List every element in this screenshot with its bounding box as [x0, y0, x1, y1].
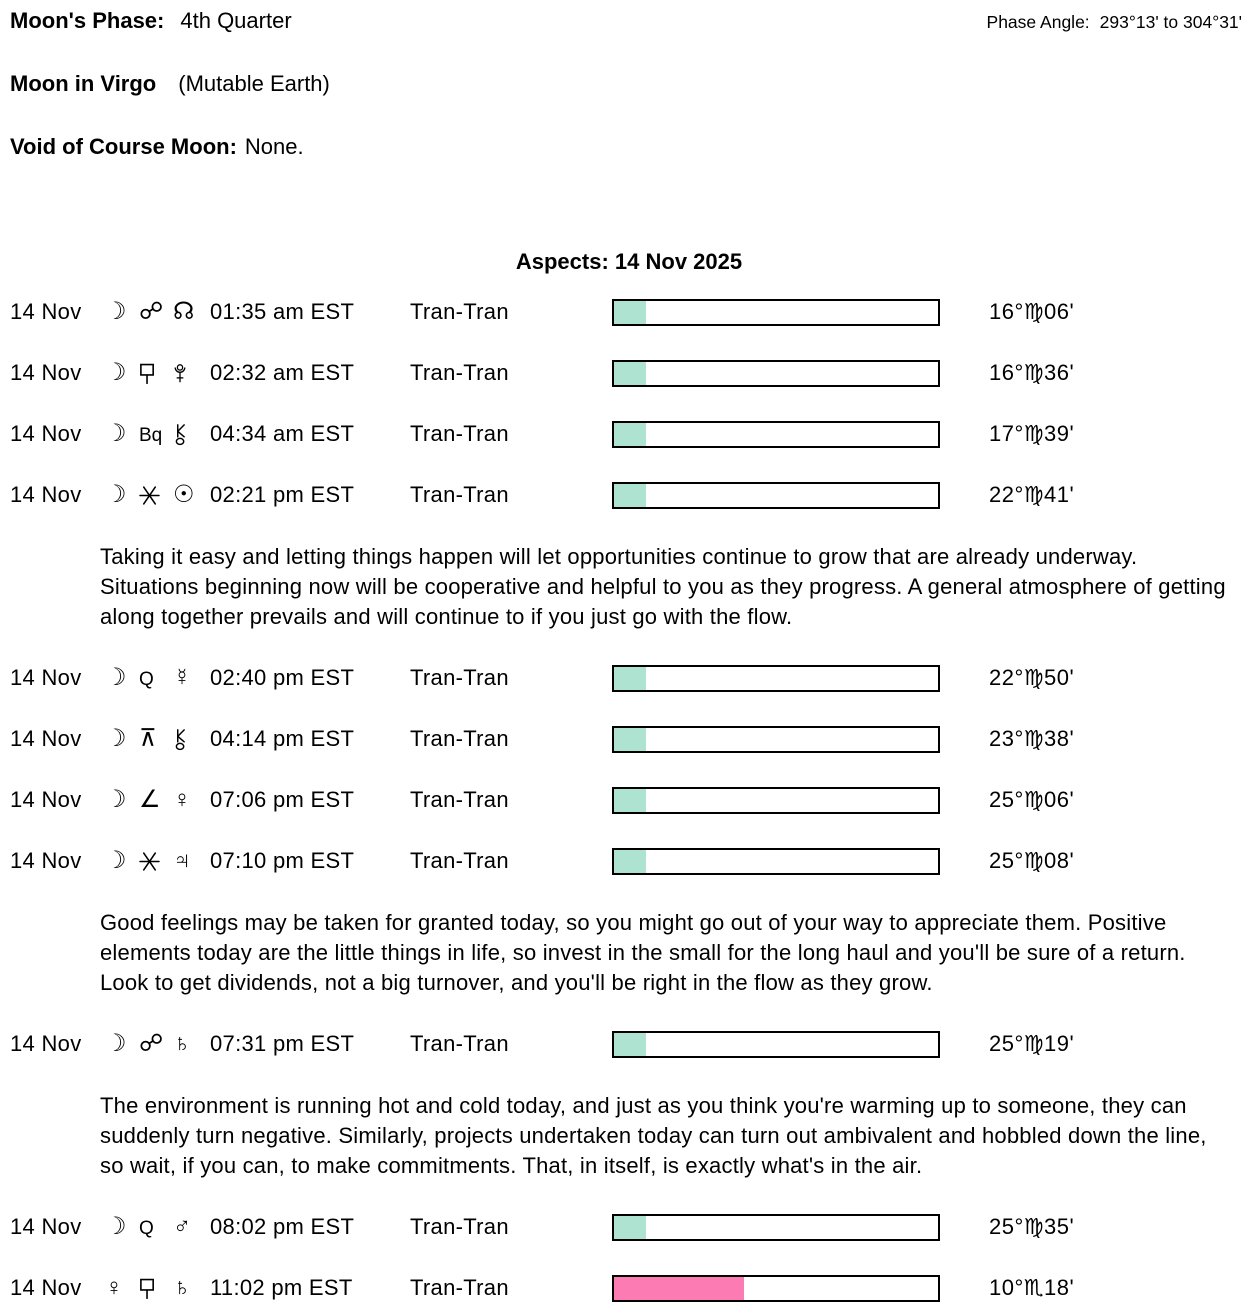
- quintile-icon: Q: [139, 669, 154, 690]
- orb-progress-bar: [612, 1214, 940, 1241]
- aspect-symbols: [105, 360, 210, 386]
- aspect-row: [10, 359, 1258, 387]
- aspect-position: 25°♍35': [989, 1214, 1075, 1239]
- aspect-row: [10, 481, 1258, 509]
- aspect-date: 14 Nov: [10, 1275, 82, 1300]
- orb-progress-fill: [614, 1216, 646, 1239]
- aspect-row: [10, 1274, 1258, 1302]
- orb-progress-fill: [614, 1033, 646, 1056]
- moons-phase: [10, 8, 292, 34]
- aspect-type: Tran-Tran: [410, 1031, 509, 1056]
- sesquiquadrate-icon: [139, 1274, 156, 1301]
- moon-icon: ☽: [105, 298, 127, 325]
- aspect-row: [10, 298, 1258, 326]
- quincunx-icon: ⊼: [139, 725, 157, 752]
- aspect-symbols: [105, 665, 210, 691]
- moon-sign-label: Moon in Virgo: [10, 71, 157, 96]
- void-of-course-label: Void of Course Moon:: [10, 134, 237, 159]
- aspect-date: 14 Nov: [10, 1031, 82, 1056]
- saturn-icon: ♄: [173, 1274, 192, 1301]
- aspect-time: 07:10 pm EST: [210, 848, 355, 873]
- saturn-icon: ♄: [173, 1030, 192, 1057]
- sextile-icon: [139, 847, 160, 874]
- aspect-symbols: [105, 1214, 210, 1240]
- void-of-course-value: None.: [244, 134, 304, 159]
- moon-sign-line: [10, 71, 1258, 97]
- north-node-icon: ☊: [173, 298, 195, 325]
- orb-progress-fill: [614, 850, 646, 873]
- chiron-icon: [173, 420, 188, 447]
- moon-icon: ☽: [105, 1213, 127, 1240]
- aspect-row: [10, 1213, 1258, 1241]
- moons-phase-line: [10, 8, 1258, 34]
- aspect-interpretation: Taking it easy and letting things happen will let opportunities continue to grow that are already underway. Situations beginning now will be cooperative and helpful to you as they progress. A general atmosphere of getting along together prevails and will continue to if you just go with the flow.: [100, 544, 1226, 629]
- moons-phase-label: Moon's Phase:: [10, 8, 165, 33]
- moon-icon: ☽: [105, 481, 127, 508]
- pluto-icon: [173, 359, 187, 386]
- orb-progress-bar: [612, 360, 940, 387]
- aspect-type: Tran-Tran: [410, 848, 509, 873]
- aspect-symbols: [105, 848, 210, 874]
- aspect-type: Tran-Tran: [410, 726, 509, 751]
- moon-icon: ☽: [105, 847, 127, 874]
- aspect-symbols: [105, 421, 210, 447]
- orb-progress-fill: [614, 362, 646, 385]
- aspect-type: Tran-Tran: [410, 1214, 509, 1239]
- sextile-icon: [139, 481, 160, 508]
- orb-progress-bar: [612, 421, 940, 448]
- aspect-interpretation: Good feelings may be taken for granted today, so you might go out of your way to appreciate them. Positive elements today are the little things in life, so invest in the small for the long haul and you'll be sure of a return. Look to get dividends, not a big turnover, and you'll be right in the flow as they grow.: [100, 910, 1186, 995]
- moon-icon: ☽: [105, 1030, 127, 1057]
- aspect-time: 01:35 am EST: [210, 299, 355, 324]
- aspects-title: Aspects: 14 Nov 2025: [515, 249, 743, 274]
- opposition-icon: ☍: [139, 1030, 164, 1057]
- aspect-row: [10, 725, 1258, 753]
- aspect-position: 10°♏18': [989, 1275, 1075, 1300]
- moon-icon: ☽: [105, 664, 127, 691]
- phase-angle: [987, 12, 1242, 33]
- opposition-icon: ☍: [139, 298, 164, 325]
- orb-progress-fill: [614, 667, 646, 690]
- aspect-position: 22°♍41': [989, 482, 1075, 507]
- moon-icon: ☽: [105, 725, 127, 752]
- orb-progress-bar: [612, 1275, 940, 1302]
- mercury-icon: ☿: [173, 664, 192, 691]
- aspect-position: 25°♍06': [989, 787, 1075, 812]
- aspect-time: 02:40 pm EST: [210, 665, 355, 690]
- phase-angle-label: Phase Angle:: [986, 12, 1090, 32]
- aspect-position: 25°♍19': [989, 1031, 1075, 1056]
- phase-angle-value: 293°13' to 304°31': [1099, 12, 1242, 32]
- orb-progress-bar: [612, 726, 940, 753]
- aspect-interpretation: The environment is running hot and cold today, and just as you think you're warming up to someone, they can suddenly turn negative. Similarly, projects undertaken today can turn out ambivalent and hobbled down the line, so wait, if you can, to make commitments. That, in itself, is exactly what's in the air.: [100, 1093, 1207, 1178]
- aspect-position: 22°♍50': [989, 665, 1075, 690]
- aspect-time: 07:06 pm EST: [210, 787, 355, 812]
- orb-progress-bar: [612, 482, 940, 509]
- aspect-date: 14 Nov: [10, 848, 82, 873]
- aspect-symbols: [105, 482, 210, 508]
- venus-icon: ♀: [173, 786, 192, 813]
- aspect-position: 17°♍39': [989, 421, 1075, 446]
- moon-sign-note: (Mutable Earth): [178, 71, 330, 96]
- aspect-type: Tran-Tran: [410, 299, 509, 324]
- aspect-type: Tran-Tran: [410, 665, 509, 690]
- aspect-row: [10, 664, 1258, 692]
- aspect-symbols: [105, 299, 210, 325]
- orb-progress-fill: [614, 789, 646, 812]
- aspect-row: [10, 420, 1258, 448]
- aspect-symbols: [105, 787, 210, 813]
- aspect-type: Tran-Tran: [410, 1275, 509, 1300]
- aspect-type: Tran-Tran: [410, 787, 509, 812]
- aspect-row: [10, 847, 1258, 875]
- aspect-symbols: [105, 1275, 210, 1301]
- orb-progress-fill: [614, 1277, 744, 1300]
- sun-icon: ☉: [173, 481, 195, 508]
- void-of-course-line: [10, 134, 1258, 160]
- aspect-time: 11:02 pm EST: [210, 1275, 353, 1300]
- aspect-type: Tran-Tran: [410, 482, 509, 507]
- aspect-date: 14 Nov: [10, 360, 82, 385]
- aspect-row: [10, 786, 1258, 814]
- orb-progress-bar: [612, 665, 940, 692]
- jupiter-icon: ♃: [173, 847, 192, 874]
- orb-progress-fill: [614, 728, 646, 751]
- aspect-row: [10, 1030, 1258, 1058]
- aspect-date: 14 Nov: [10, 299, 82, 324]
- orb-progress-fill: [614, 423, 646, 446]
- moons-phase-value: 4th Quarter: [180, 8, 292, 33]
- aspect-time: 07:31 pm EST: [210, 1031, 355, 1056]
- orb-progress-bar: [612, 787, 940, 814]
- moon-icon: ☽: [105, 786, 127, 813]
- orb-progress-fill: [614, 301, 646, 324]
- quintile-icon: Q: [139, 1218, 154, 1239]
- orb-progress-bar: [612, 848, 940, 875]
- aspect-position: 25°♍08': [989, 848, 1075, 873]
- orb-progress-fill: [614, 484, 646, 507]
- chiron-icon: [173, 725, 188, 752]
- aspect-time: 04:34 am EST: [210, 421, 355, 446]
- orb-progress-bar: [612, 299, 940, 326]
- aspect-time: 04:14 pm EST: [210, 726, 355, 751]
- orb-progress-bar: [612, 1031, 940, 1058]
- aspect-position: 16°♍06': [989, 299, 1075, 324]
- aspect-position: 23°♍38': [989, 726, 1075, 751]
- aspect-type: Tran-Tran: [410, 421, 509, 446]
- aspect-date: 14 Nov: [10, 665, 82, 690]
- aspect-type: Tran-Tran: [410, 360, 509, 385]
- aspect-position: 16°♍36': [989, 360, 1075, 385]
- aspect-date: 14 Nov: [10, 1214, 82, 1239]
- aspect-time: 02:21 pm EST: [210, 482, 355, 507]
- sesquiquadrate-icon: [139, 359, 156, 386]
- aspect-date: 14 Nov: [10, 787, 82, 812]
- biquintile-icon: Bq: [139, 425, 163, 446]
- aspect-date: 14 Nov: [10, 482, 82, 507]
- moon-icon: ☽: [105, 420, 127, 447]
- aspect-time: 02:32 am EST: [210, 360, 355, 385]
- aspect-symbols: [105, 726, 210, 752]
- aspect-symbols: [105, 1031, 210, 1057]
- mars-icon: ♂: [173, 1213, 192, 1240]
- aspect-date: 14 Nov: [10, 726, 82, 751]
- semisquare-icon: ∠: [139, 786, 161, 813]
- aspect-time: 08:02 pm EST: [210, 1214, 355, 1239]
- venus-icon: ♀: [105, 1274, 124, 1301]
- moon-icon: ☽: [105, 359, 127, 386]
- aspect-date: 14 Nov: [10, 421, 82, 446]
